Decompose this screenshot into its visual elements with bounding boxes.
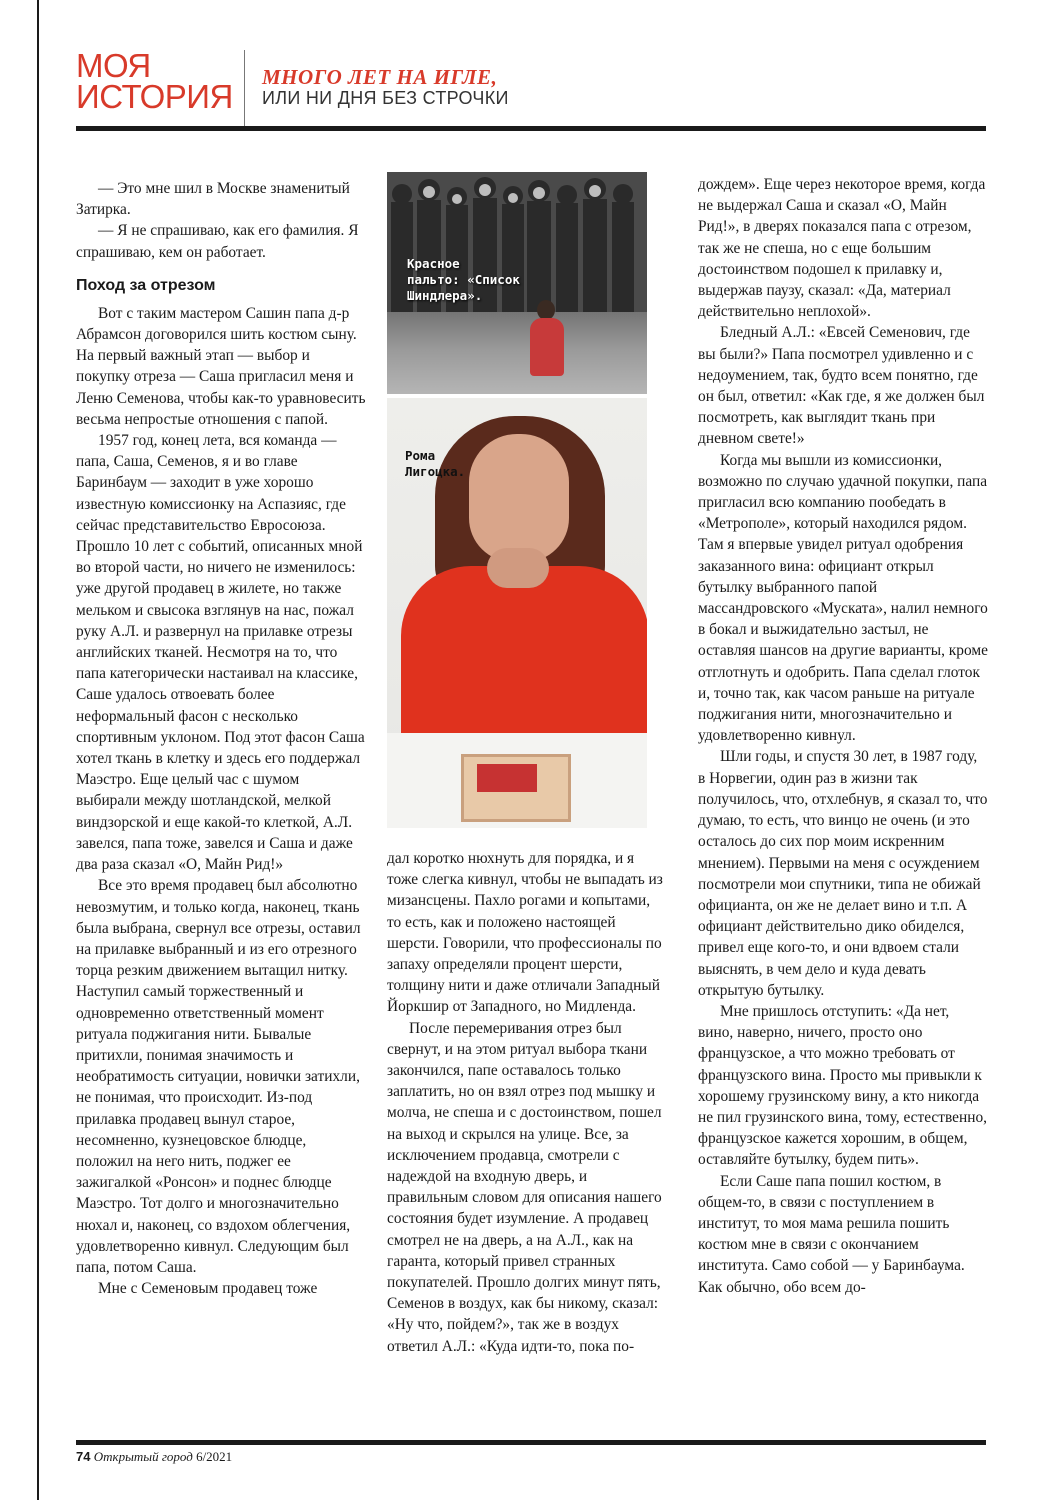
paragraph: Шли годы, и спустя 30 лет, в 1987 году, в Норвегии, один раз в жизни так получилось, что, отхлебнув, я сказал то, что думаю, то есть, что винцо не очень (и это осталось до сих пор моим искренним мнением). Первыми на меня с осуждением посмотрели мои спутники, типа не обижай официанта, он же не делает вино и т.п. А официант действительно дико обиделся, привел еще кого-то, и они вдвоем стали выяснять, в чем дело и куда девать открытую бутылку. xyxy=(698,748,988,999)
issue-number: 6/2021 xyxy=(196,1449,233,1464)
headline-sub: ИЛИ НИ ДНЯ БЕЗ СТРОЧКИ xyxy=(262,88,509,108)
paragraph: дождем». Еще через некоторое время, когда не выдержал Саша и сказал «О, Майн Рид!», в дверях показался папа с отрезом, так же не спеша, но с еще большим достоинством подошел к прилавку и, выдержав паузу, сказал: «Да, материал действительно неплохой». xyxy=(698,176,986,321)
footer-rule xyxy=(76,1440,986,1445)
caption-line: Шиндлера». xyxy=(407,288,483,303)
left-margin-rule xyxy=(37,0,39,1500)
subheading: Поход за отрезом xyxy=(76,276,216,294)
section-title-line2: ИСТОРИЯ xyxy=(76,78,233,115)
paragraph: Если Саше папа пошил костюм, в общем-то, в связи с поступлением в институт, то моя мама решила пошить костюм мне в связи с окончанием института. Само собой — у Баринбаума. Как обычно, обо всем до- xyxy=(698,1172,965,1296)
caption-line: Лигоцка. xyxy=(405,464,466,479)
photo-caption xyxy=(405,448,465,480)
article-column-1 xyxy=(76,178,366,1299)
section-title xyxy=(76,47,241,115)
red-coat-figure xyxy=(530,318,564,376)
headline-main: МНОГО ЛЕТ НА ИГЛЕ, xyxy=(262,65,498,89)
paragraph: Когда мы вышли из комиссионки, возможно по случаю удачной покупки, папа пригласил всю компанию пообедать в «Метрополе», который находился рядом. Там я впервые увидел ритуал одобрения заказанного вина: официант открыл бутылку выбранного папой массандровского «Муската», налил немного в бокал и выжидательно застыл, не оставляя шансов на другие варианты, кроме отглотнуть и одобрить. Папа сделал глоток и, точно так, как часом раньше на ритуале поджигания нити, многозначительно и удовлетворенно кивнул. xyxy=(698,451,988,745)
caption-line: Красное xyxy=(407,256,460,271)
page-footer xyxy=(76,1449,232,1465)
header-rule xyxy=(76,126,986,131)
photo-caption xyxy=(407,256,520,304)
portrait-photo xyxy=(387,398,647,828)
paragraph: После перемеривания отрез был свернут, и на этом ритуал выбора ткани закончился, папе оставалось только заплатить, но он взял отрез под мышку и молча, не спеша и с достоинством, пошел на выход и скрылся на улице. Все, за исключением продавца, смотрели с надеждой на входную дверь, и правильным словом для описания нашего состояния будет изумление. А продавец смотрел не на дверь, а на А.Л., как на гаранта, который привел странных покупателей. Прошло долгих минут пять, Семенов в воздух, как бы никому, сказал: «Ну что, пойдем?», так же в воздух ответил А.Л.: «Куда идти-то, пока по- xyxy=(387,1019,662,1355)
article-column-3 xyxy=(698,174,988,1298)
headline xyxy=(262,66,742,108)
caption-line: Рома xyxy=(405,448,436,463)
girl-figure-head xyxy=(537,300,555,320)
paragraph: Мне пришлось отступить: «Да нет, вино, наверно, ничего, просто оно французское, а что можно требовать от французского вина. Просто мы привыкли к хорошему грузинскому вину, а кто никогда не пил грузинского вина, тому, естественно, французское кажется хорошим, в общем, оставляйте бутылку, будем пить». xyxy=(698,1002,988,1169)
portrait-face xyxy=(469,434,569,562)
paragraph: Вот с таким мастером Сашин папа д-р Абрамсон договорился шить костюм сыну. На первый важный этап — выбор и покупку отреза — Саша пригласил меня и Леню Семенова, чтобы как-то уравновесить весьма непростые отношения с папой. xyxy=(76,304,366,428)
paragraph: — Я не спрашиваю, как его фамилия. Я спрашиваю, кем он работает. xyxy=(76,222,359,261)
paragraph: Все это время продавец был абсолютно невозмутим, и только когда, наконец, ткань была выбрана, свернул все отрезы, оставил на прилавке выбранный и из его отрезного торца резким движением вытащил нитку. Наступил самый торжественный и одновременно ответственный момент ритуала поджигания нити. Бывалые притихли, понимая значимость и необратимость ситуации, новички затихли, не понимая, что происходит. Из-под прилавка продавец вынул старое, несомненно, кузнецовское блюдце, положил на него нить, поджег ее зажигалкой «Ронсон» и поднес блюдце Маэстро. Тот долго и многозначительно нюхал и, наконец, со вздохом облегчения, удовлетворенно кивнул. Следующим был папа, потом Саша. xyxy=(76,877,361,1276)
film-still-photo xyxy=(387,172,647,394)
magazine-name: Открытый город xyxy=(93,1449,193,1464)
paragraph: Бледный А.Л.: «Евсей Семенович, где вы были?» Папа посмотрел удивленно и с недоумением, так, будто всем понятно, где он был, ответил: «Как где, я же должен был посмотреть, как выглядит ткань при дневном свете!» xyxy=(698,324,985,448)
paragraph: Мне с Семеновым продавец тоже xyxy=(98,1280,318,1298)
paragraph: — Это мне шил в Москве знаменитый Затирка. xyxy=(76,180,350,219)
portrait-hands xyxy=(487,548,549,588)
paragraph: дал коротко нюхнуть для порядка, и я тоже слегка кивнул, чтобы не выпадать из мизансцены. Пахло рогами и копытами, то есть, как и положено настоящей шерсти. Говорили, что профессионалы по запаху определяли процент шерсти, толщину нити и даже отличали Западный Йоркшир от Западного, но Мидленда. xyxy=(387,850,663,1016)
header-divider xyxy=(244,50,245,126)
section-title-line1: МОЯ xyxy=(76,47,151,84)
caption-line: пальто: «Список xyxy=(407,272,520,287)
paragraph: 1957 год, конец лета, вся команда — папа, Саша, Семенов, я и во главе Баринбаум — заходит в уже хорошо известную комиссионку на Аспазияс, где сейчас представительство Евросоюза. Прошло 10 лет с событий, описанных мной во второй части, но ничего не изменилось: уже другой продавец в жилете, но также мельком и свысока взглянув на нас, пожал руку А.Л. и развернул на прилавке отрезы английских тканей. Несмотря на то, что папа категорически настаивал на классике, Саше удалось отвоевать более неформальный фасон с несколько спортивным уклоном. Под этот фасон Саша хотел ткань в клетку и здесь его поддержал Маэстро. Еще целый час с шумом выбирали между шотландской, мелкой виндзорской и еще какой-то клеткой, А.Л. завелся, папа тоже, завелся и Саша и даже два раза сказал «О, Майн Рид!» xyxy=(76,432,365,874)
portrait-artwork-red-figure xyxy=(477,764,537,792)
page-number: 74 xyxy=(76,1449,91,1464)
article-column-2 xyxy=(387,848,664,1357)
portrait-red-jacket xyxy=(401,566,647,736)
